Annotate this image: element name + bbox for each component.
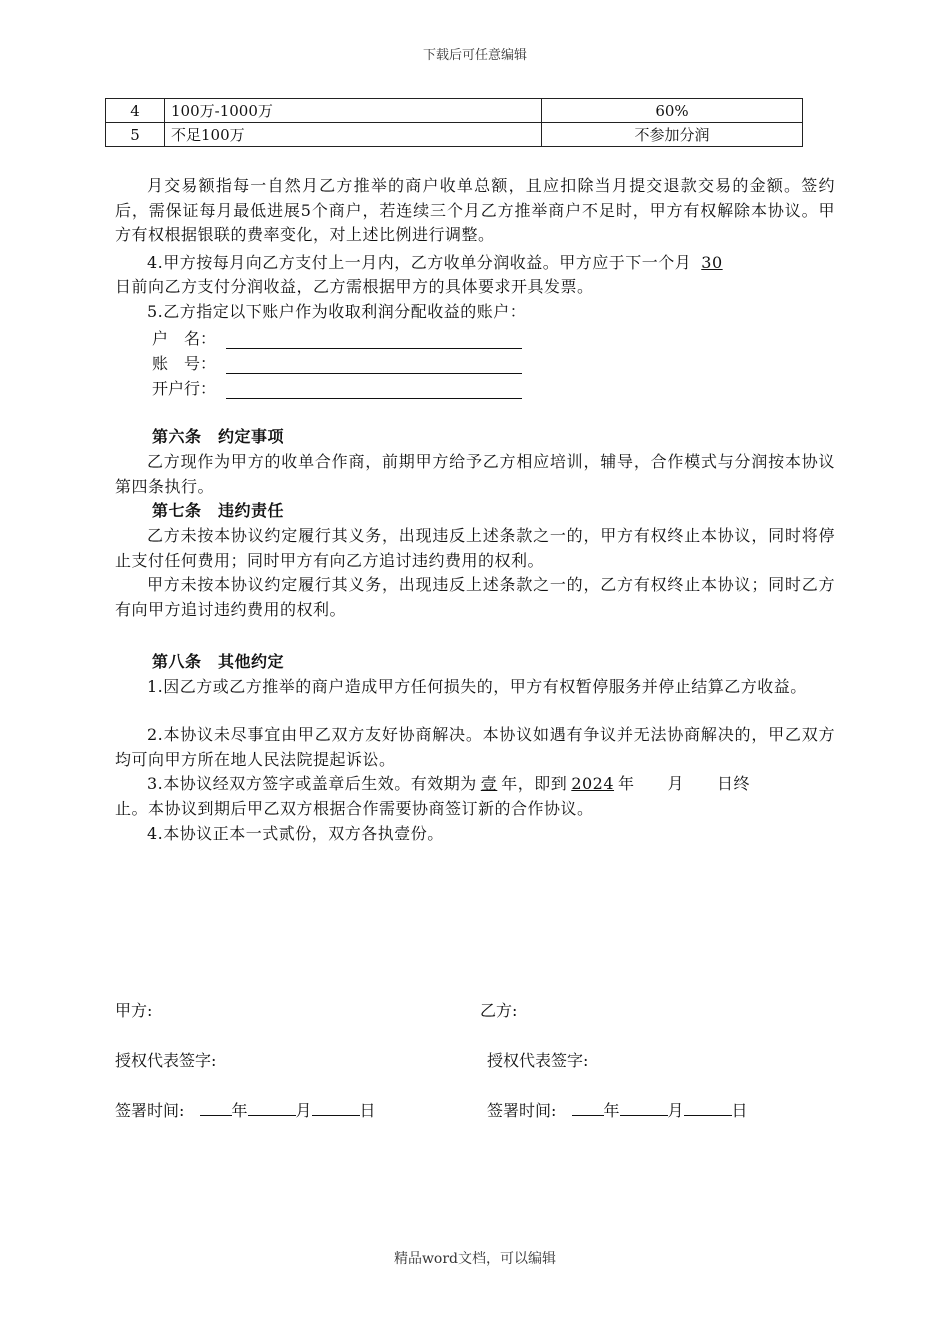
- party-a-sign-date: [115, 1098, 376, 1121]
- header-note: 下载后可任意编辑: [422, 48, 527, 63]
- article-8-para-4: 4.本协议正本一式贰份，双方各执壹份。: [147, 824, 444, 843]
- amount-range: 不足100万: [165, 123, 542, 147]
- profit-share-table: [105, 98, 803, 147]
- article-7-title: 第七条 违约责任: [152, 501, 285, 520]
- article-8-para-2: 2.本协议未尽事宜由甲乙双方友好协商解决。本协议如遇有争议并无法协商解决的，甲乙双方均可向甲方所在地人民法院提起诉讼。: [115, 725, 835, 769]
- account-name-blank[interactable]: [226, 330, 522, 349]
- party-b-label: 乙方:: [480, 1001, 518, 1020]
- year-blank[interactable]: [572, 1099, 604, 1116]
- bank-field[interactable]: [152, 376, 522, 399]
- article-7-para-1: 乙方未按本协议约定履行其义务，出现违反上述条款之一的，甲方有权终止本协议，同时将停止支付任何费用；同时甲方有向乙方追讨违约费用的权利。: [115, 526, 835, 570]
- monthly-volume-paragraph: 月交易额指每一自然月乙方推举的商户收单总额，且应扣除当月提交退款交易的金额。签约后，需保证每月最低进展5个商户，若连续三个月乙方推举商户不足时，甲方有权解除本协议。甲方有权根据银联的费率变化，对上述比例进行调整。: [115, 176, 835, 244]
- party-b-sign-date: [487, 1098, 748, 1121]
- bank-blank[interactable]: [226, 380, 522, 399]
- month-unit: 月: [295, 1101, 312, 1120]
- table-row: [106, 99, 803, 123]
- day-unit: 日: [359, 1101, 376, 1120]
- term-text-b: 年，即到: [501, 774, 568, 793]
- amount-range: 100万-1000万: [165, 99, 542, 123]
- item-4-text: 4.甲方按每月向乙方支付上一月内，乙方收单分润收益。甲方应于下一个月: [147, 253, 692, 272]
- end-year: 2024: [571, 774, 615, 793]
- account-number-field[interactable]: [152, 351, 522, 374]
- article-6-body: 乙方现作为甲方的收单合作商，前期甲方给予乙方相应培训，辅导，合作模式与分润按本协议第四条执行。: [115, 452, 835, 496]
- term-text-a: 3.本协议经双方签字或盖章后生效。有效期为: [147, 774, 477, 793]
- account-name-label: 户 名：: [152, 329, 217, 348]
- day-unit: 日: [731, 1101, 748, 1120]
- day-blank[interactable]: [312, 1099, 360, 1116]
- sign-date-label: 签署时间:: [115, 1101, 185, 1120]
- share-ratio: 60%: [542, 99, 803, 123]
- footer-note: 精品word文档，可以编辑: [393, 1251, 557, 1267]
- row-number: 5: [106, 123, 165, 147]
- month-blank[interactable]: [248, 1099, 296, 1116]
- share-ratio: 不参加分润: [542, 123, 803, 147]
- year-unit: 年: [603, 1101, 620, 1120]
- day-blank[interactable]: [684, 1099, 732, 1116]
- payment-day: 30: [701, 253, 723, 272]
- row-number: 4: [106, 99, 165, 123]
- sign-date-label: 签署时间:: [487, 1101, 557, 1120]
- month-blank[interactable]: [620, 1099, 668, 1116]
- item-4-line-1: [147, 251, 723, 275]
- party-b-auth-sign: 授权代表签字:: [487, 1051, 589, 1070]
- article-6-title: 第六条 约定事项: [152, 427, 285, 446]
- article-8-para-1: 1.因乙方或乙方推举的商户造成甲方任何损失的，甲方有权暂停服务并停止结算乙方收益。: [147, 677, 807, 696]
- item-4-line-2: 日前向乙方支付分润收益，乙方需根据甲方的具体要求开具发票。: [115, 277, 594, 296]
- bank-label: 开户行：: [152, 379, 217, 398]
- term-years: 壹: [480, 774, 498, 793]
- article-8-para-3-line-2: 止。本协议到期后甲乙双方根据合作需要协商签订新的合作协议。: [115, 799, 594, 818]
- article-8-para-3-line-1: [147, 772, 750, 796]
- account-number-label: 账 号：: [152, 354, 217, 373]
- year-blank[interactable]: [200, 1099, 232, 1116]
- month-unit: 月: [667, 1101, 684, 1120]
- term-text-c: 年 月 日终: [618, 774, 751, 793]
- article-7-para-2: 甲方未按本协议约定履行其义务，出现违反上述条款之一的，乙方有权终止本协议；同时乙方有向甲方追讨违约费用的权利。: [115, 575, 835, 619]
- party-a-label: 甲方:: [115, 1001, 153, 1020]
- account-name-field[interactable]: [152, 326, 522, 349]
- year-unit: 年: [231, 1101, 248, 1120]
- table-row: [106, 123, 803, 147]
- item-5-text: 5.乙方指定以下账户作为收取利润分配收益的账户：: [147, 302, 527, 321]
- party-a-auth-sign: 授权代表签字:: [115, 1051, 217, 1070]
- article-8-title: 第八条 其他约定: [152, 652, 285, 671]
- account-number-blank[interactable]: [226, 355, 522, 374]
